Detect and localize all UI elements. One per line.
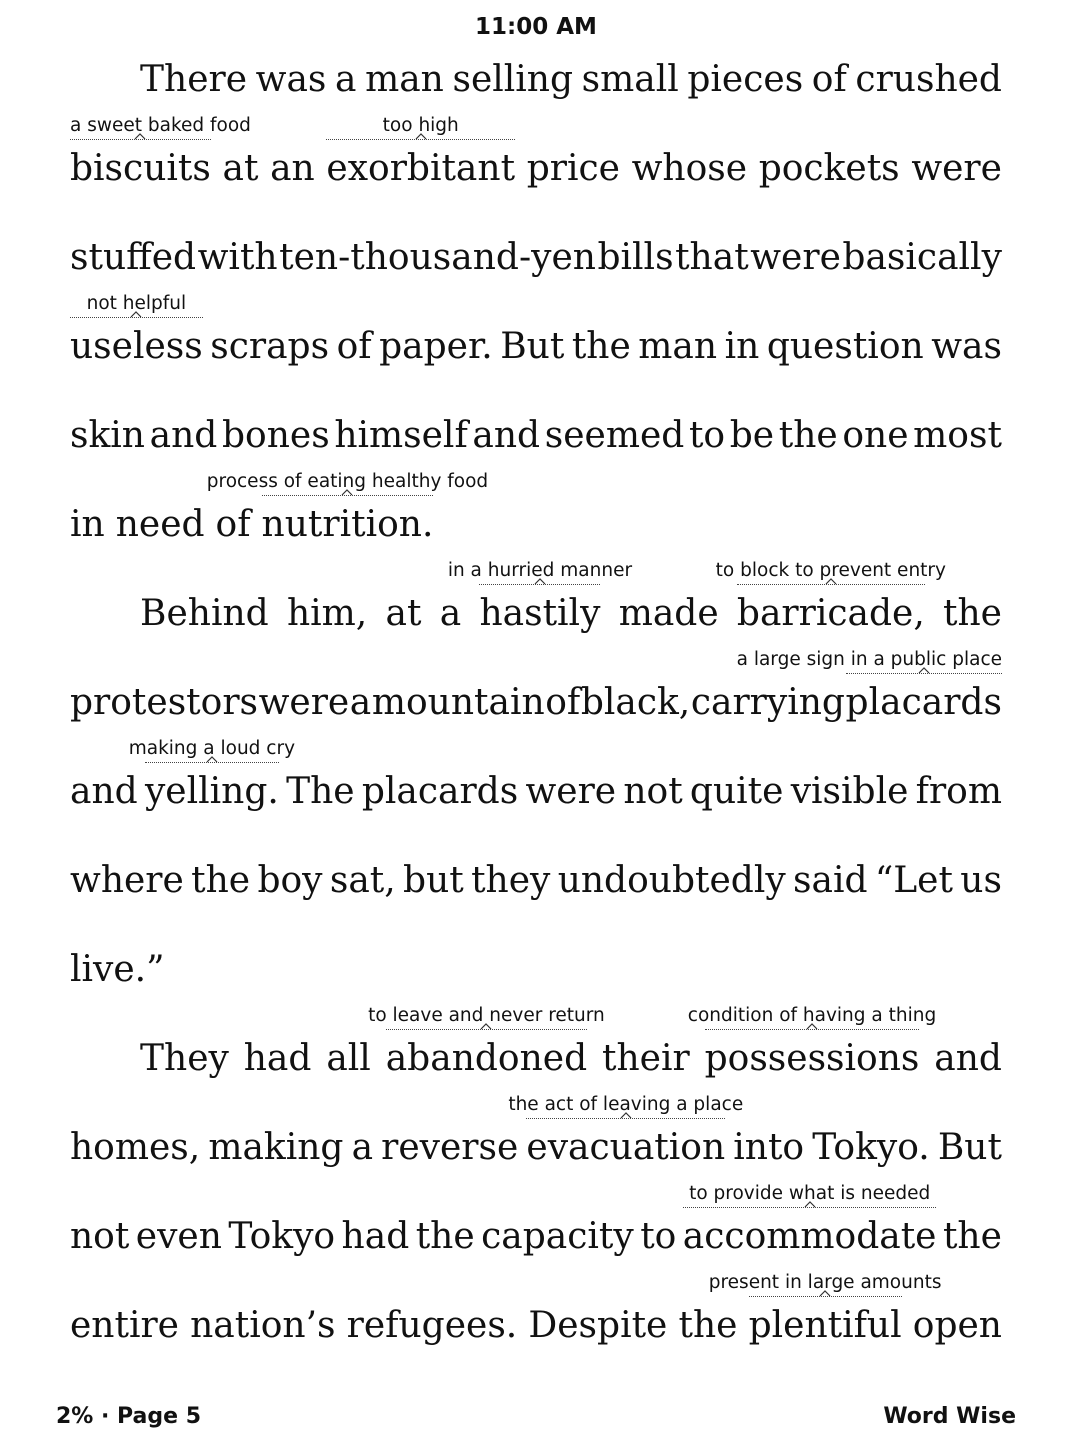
word[interactable]: were — [911, 148, 1002, 189]
word[interactable]: skin — [70, 415, 145, 456]
word[interactable]: of — [545, 682, 581, 723]
word[interactable]: ten-thousand-yen — [279, 237, 596, 278]
word[interactable]: abandoned — [385, 1038, 588, 1079]
word[interactable]: selling — [452, 59, 574, 100]
word[interactable]: but — [403, 860, 464, 901]
word[interactable]: not — [623, 771, 683, 812]
word[interactable]: was — [931, 326, 1002, 367]
word[interactable]: crushed — [855, 59, 1002, 100]
word[interactable]: made — [618, 593, 719, 634]
word[interactable]: was — [255, 59, 327, 100]
word[interactable]: reverse — [381, 1127, 519, 1168]
word[interactable]: a — [351, 1127, 374, 1168]
hint-caret-icon — [481, 1022, 491, 1032]
word[interactable]: be — [729, 415, 775, 456]
word[interactable]: an — [270, 148, 315, 189]
text-line — [70, 948, 1002, 992]
word[interactable]: and — [149, 415, 218, 456]
word[interactable]: carrying — [690, 682, 845, 723]
word[interactable]: the — [571, 326, 631, 367]
word[interactable]: nutrition. — [261, 504, 434, 545]
word[interactable]: the — [778, 415, 838, 456]
word[interactable]: question — [766, 326, 924, 367]
word-wise-hint[interactable]: present in large amounts — [708, 1272, 942, 1293]
word[interactable]: of — [215, 504, 251, 545]
word[interactable]: homes, — [70, 1127, 201, 1168]
word-wise-hint[interactable]: to provide what is needed — [689, 1183, 931, 1204]
word-wise-hint[interactable]: in a hurried manner — [447, 560, 633, 581]
text-line — [70, 414, 1002, 458]
word[interactable]: need — [115, 504, 205, 545]
word[interactable]: making — [208, 1127, 344, 1168]
word[interactable]: Tokyo. — [812, 1127, 930, 1168]
word[interactable]: whose — [631, 148, 748, 189]
word-wise-hint[interactable]: condition of having a thing — [687, 1005, 937, 1026]
hint-caret-icon — [805, 1200, 815, 1210]
hint-caret-icon — [820, 1289, 830, 1299]
word[interactable]: plentiful — [748, 1305, 902, 1346]
word[interactable]: of — [336, 326, 372, 367]
word[interactable]: biscuits — [70, 148, 211, 189]
text-line — [70, 325, 1002, 369]
word[interactable]: possessions — [704, 1038, 920, 1079]
hint-caret-icon — [131, 310, 141, 320]
word[interactable]: himself — [334, 415, 468, 456]
word[interactable]: price — [526, 148, 620, 189]
word[interactable]: at — [222, 148, 259, 189]
word[interactable]: pockets — [758, 148, 900, 189]
word-wise-hint[interactable]: a sweet baked food — [70, 115, 251, 136]
word[interactable]: man — [365, 59, 444, 100]
word-wise-hint[interactable]: process of eating healthy food — [206, 471, 489, 492]
word[interactable]: seemed — [544, 415, 685, 456]
word[interactable]: to — [688, 415, 726, 456]
word[interactable]: live.” — [70, 949, 165, 990]
word[interactable]: from — [915, 771, 1002, 812]
word[interactable]: hastily — [479, 593, 601, 634]
hint-caret-icon — [207, 755, 217, 765]
word[interactable]: barricade, — [736, 593, 925, 634]
word[interactable]: But — [937, 1127, 1002, 1168]
word[interactable]: said — [793, 860, 868, 901]
word[interactable]: quite — [689, 771, 784, 812]
hint-caret-icon — [919, 666, 929, 676]
word[interactable]: him, — [286, 593, 368, 634]
word[interactable]: in — [724, 326, 760, 367]
text-line — [140, 592, 1002, 636]
word[interactable]: paper. — [379, 326, 493, 367]
word[interactable]: their — [602, 1038, 690, 1079]
word[interactable]: even — [135, 1216, 222, 1257]
word[interactable]: at — [385, 593, 422, 634]
word[interactable]: the — [942, 1216, 1002, 1257]
word-wise-label[interactable]: Word Wise — [883, 1404, 1016, 1429]
word-wise-hint[interactable]: to block to prevent entry — [715, 560, 946, 581]
word[interactable]: were — [258, 682, 350, 723]
word[interactable]: The — [286, 771, 355, 812]
word[interactable]: a — [349, 682, 372, 723]
word[interactable]: most — [913, 415, 1002, 456]
word[interactable]: capacity — [481, 1216, 634, 1257]
word-wise-hint[interactable]: a large sign in a public place — [736, 649, 1002, 670]
text-line — [70, 1126, 1002, 1170]
word[interactable]: stuffed — [70, 237, 197, 278]
word[interactable]: a — [335, 59, 357, 100]
word-wise-hint[interactable]: making a loud cry — [128, 738, 296, 759]
word[interactable]: all — [326, 1038, 371, 1079]
word[interactable]: black, — [580, 682, 691, 723]
word[interactable]: bones — [221, 415, 330, 456]
word[interactable]: had — [243, 1038, 312, 1079]
word[interactable]: mountain — [371, 682, 545, 723]
word[interactable]: nation’s — [190, 1305, 336, 1346]
word[interactable]: the — [678, 1305, 738, 1346]
text-line — [70, 1304, 1002, 1348]
text-line — [70, 236, 1002, 280]
word[interactable]: had — [341, 1216, 410, 1257]
word[interactable]: sat, — [329, 860, 396, 901]
word[interactable]: basically — [842, 237, 1002, 278]
word[interactable]: and — [472, 415, 541, 456]
word[interactable]: small — [581, 59, 679, 100]
word[interactable]: placards — [361, 771, 519, 812]
hint-caret-icon — [416, 132, 426, 142]
word[interactable]: pieces — [687, 59, 804, 100]
word[interactable]: a — [439, 593, 462, 634]
word[interactable]: that — [675, 237, 749, 278]
word[interactable]: to — [640, 1216, 677, 1257]
word[interactable]: placards — [845, 682, 1002, 723]
reading-progress[interactable]: 2% · Page 5 — [56, 1404, 202, 1429]
word[interactable]: with — [197, 237, 278, 278]
word[interactable]: There — [140, 59, 248, 100]
word[interactable]: they — [471, 860, 551, 901]
word-wise-hint[interactable]: the act of leaving a place — [508, 1094, 744, 1115]
text-line — [140, 1037, 1002, 1081]
word[interactable]: useless — [70, 326, 203, 367]
word[interactable]: entire — [70, 1305, 179, 1346]
word-wise-hint[interactable]: too high — [382, 115, 459, 136]
word[interactable]: of — [811, 59, 847, 100]
word[interactable]: They — [140, 1038, 229, 1079]
hint-caret-icon — [135, 132, 145, 142]
word[interactable]: and — [934, 1038, 1002, 1079]
word[interactable]: Tokyo — [228, 1216, 336, 1257]
word[interactable]: bills — [597, 237, 674, 278]
word[interactable]: boy — [257, 860, 323, 901]
text-line — [70, 859, 1002, 903]
hint-caret-icon — [807, 1022, 817, 1032]
word[interactable]: one — [842, 415, 909, 456]
word[interactable]: not — [70, 1216, 130, 1257]
hint-caret-icon — [621, 1111, 631, 1121]
text-line — [70, 147, 1002, 191]
text-line — [140, 58, 1002, 102]
word[interactable]: were — [525, 771, 617, 812]
word[interactable]: protestors — [70, 682, 258, 723]
word[interactable]: visible — [790, 771, 909, 812]
text-line — [70, 1215, 1002, 1259]
word[interactable]: man — [638, 326, 718, 367]
hint-caret-icon — [535, 577, 545, 587]
word-wise-hint[interactable]: not helpful — [86, 293, 187, 314]
text-line — [70, 770, 1002, 814]
word[interactable]: Despite — [528, 1305, 668, 1346]
word-wise-hint[interactable]: to leave and never return — [368, 1005, 605, 1026]
word[interactable]: in — [70, 504, 105, 545]
hint-caret-icon — [342, 488, 352, 498]
word[interactable]: were — [750, 237, 841, 278]
text-line — [70, 503, 1002, 547]
word[interactable]: where — [70, 860, 184, 901]
word[interactable]: But — [500, 326, 565, 367]
word[interactable]: undoubtedly — [557, 860, 786, 901]
word[interactable]: evacuation — [526, 1127, 726, 1168]
status-time: 11:00 AM — [475, 14, 597, 40]
hint-caret-icon — [826, 577, 836, 587]
word[interactable]: the — [191, 860, 251, 901]
word[interactable]: yelling. — [144, 771, 279, 812]
word[interactable]: open — [912, 1305, 1002, 1346]
text-line — [70, 681, 1002, 725]
word[interactable]: the — [415, 1216, 475, 1257]
word[interactable]: into — [733, 1127, 805, 1168]
word[interactable]: accommodate — [682, 1216, 937, 1257]
word[interactable]: “Let — [874, 860, 953, 901]
word[interactable]: refugees. — [346, 1305, 518, 1346]
word[interactable]: scraps — [210, 326, 330, 367]
word[interactable]: Behind — [140, 593, 269, 634]
word[interactable]: and — [70, 771, 138, 812]
word[interactable]: the — [943, 593, 1002, 634]
word[interactable]: exorbitant — [326, 148, 516, 189]
word[interactable]: us — [960, 860, 1002, 901]
